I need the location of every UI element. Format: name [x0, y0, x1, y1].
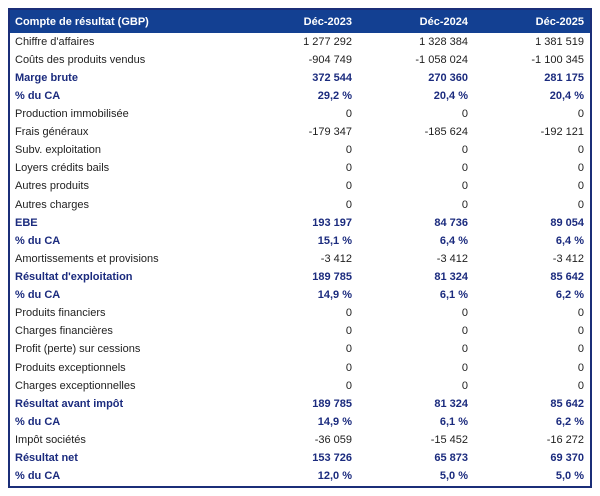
column-header-dec-2023: Déc-2023: [242, 10, 358, 33]
row-label: Charges financières: [15, 325, 113, 338]
cell-value: 1 277 292: [303, 35, 352, 48]
table-row: [10, 33, 590, 51]
cell-value: 6,2 %: [555, 415, 584, 428]
cell-value: 5,0 %: [555, 470, 584, 483]
table-row: [10, 323, 590, 341]
cell-value: 85 642: [550, 270, 584, 283]
row-label: Marge brute: [15, 71, 78, 84]
cell-value: 0: [577, 325, 584, 338]
cell-value: 89 054: [550, 216, 584, 229]
cell-value: 0: [577, 180, 584, 193]
cell-value: 1 381 519: [535, 35, 584, 48]
row-label: Produits financiers: [15, 307, 106, 320]
table-row: [10, 377, 590, 395]
table-row: [10, 359, 590, 377]
row-label: Autres produits: [15, 180, 89, 193]
cell-value: 1 328 384: [419, 35, 468, 48]
table-row: [10, 142, 590, 160]
cell-value: 0: [345, 180, 352, 193]
cell-value: 0: [461, 361, 468, 374]
cell-value: 65 873: [434, 452, 468, 465]
cell-value: -1 100 345: [531, 53, 584, 66]
row-label: Charges exceptionnelles: [15, 379, 136, 392]
cell-value: 0: [461, 180, 468, 193]
cell-value: 5,0 %: [439, 470, 468, 483]
cell-value: 0: [577, 198, 584, 211]
income-statement: [10, 10, 590, 486]
table-row: [10, 196, 590, 214]
cell-value: 0: [577, 144, 584, 157]
table-row: [10, 305, 590, 323]
cell-value: 189 785: [312, 270, 352, 283]
row-label: % du CA: [15, 234, 61, 247]
cell-value: 0: [345, 198, 352, 211]
table-row: [10, 232, 590, 250]
cell-value: 0: [461, 307, 468, 320]
cell-value: 0: [345, 162, 352, 175]
cell-value: 12,0 %: [317, 470, 352, 483]
row-label: Profit (perte) sur cessions: [15, 343, 141, 356]
cell-value: 0: [461, 162, 468, 175]
table-row: [10, 450, 590, 468]
table-row: [10, 250, 590, 268]
cell-value: -3 412: [320, 252, 352, 265]
cell-value: 14,9 %: [317, 289, 352, 302]
cell-value: 0: [577, 379, 584, 392]
cell-value: 84 736: [434, 216, 468, 229]
cell-value: 270 360: [428, 71, 468, 84]
cell-value: 0: [345, 361, 352, 374]
cell-value: 81 324: [434, 270, 468, 283]
row-label: Résultat avant impôt: [15, 397, 124, 410]
table-row: [10, 413, 590, 431]
column-header-dec-2025: Déc-2025: [474, 10, 590, 33]
row-label: Chiffre d'affaires: [15, 35, 95, 48]
cell-value: -179 347: [308, 126, 352, 139]
row-label: Production immobilisée: [15, 107, 129, 120]
cell-value: 6,4 %: [439, 234, 468, 247]
row-label: Frais généraux: [15, 126, 89, 139]
cell-value: -15 452: [430, 433, 468, 446]
cell-value: 0: [577, 162, 584, 175]
cell-value: 20,4 %: [433, 89, 468, 102]
cell-value: -3 412: [436, 252, 468, 265]
cell-value: 193 197: [312, 216, 352, 229]
row-label: Impôt sociétés: [15, 433, 86, 446]
cell-value: 85 642: [550, 397, 584, 410]
row-label: Résultat d'exploitation: [15, 270, 133, 283]
cell-value: 281 175: [544, 71, 584, 84]
cell-value: 0: [461, 144, 468, 157]
cell-value: 6,1 %: [439, 289, 468, 302]
cell-value: -904 749: [308, 53, 352, 66]
table-row: [10, 69, 590, 87]
cell-value: 69 370: [550, 452, 584, 465]
cell-value: -36 059: [314, 433, 352, 446]
cell-value: 0: [461, 107, 468, 120]
cell-value: 6,2 %: [555, 289, 584, 302]
cell-value: 0: [577, 107, 584, 120]
column-header-dec-2024: Déc-2024: [358, 10, 474, 33]
table-title: Compte de résultat (GBP): [10, 10, 242, 33]
table-row: [10, 341, 590, 359]
cell-value: 0: [345, 325, 352, 338]
cell-value: 0: [345, 379, 352, 392]
cell-value: 153 726: [312, 452, 352, 465]
table-row: [10, 287, 590, 305]
cell-value: 6,1 %: [439, 415, 468, 428]
cell-value: 372 544: [312, 71, 352, 84]
cell-value: 189 785: [312, 397, 352, 410]
cell-value: -185 624: [424, 126, 468, 139]
cell-value: 0: [577, 307, 584, 320]
cell-value: 15,1 %: [317, 234, 352, 247]
cell-value: 14,9 %: [317, 415, 352, 428]
table-row: [10, 468, 590, 486]
table-row: [10, 51, 590, 69]
table-row: [10, 87, 590, 105]
table-row: [10, 124, 590, 142]
cell-value: -16 272: [546, 433, 584, 446]
table-body: [10, 33, 590, 486]
row-label: Amortissements et provisions: [15, 252, 159, 265]
table-row: [10, 395, 590, 413]
cell-value: 0: [461, 343, 468, 356]
cell-value: -192 121: [540, 126, 584, 139]
cell-value: 29,2 %: [317, 89, 352, 102]
row-label: Autres charges: [15, 198, 89, 211]
table-row: [10, 105, 590, 123]
row-label: Coûts des produits vendus: [15, 53, 146, 66]
header-row: [10, 10, 590, 33]
table-row: [10, 178, 590, 196]
row-label: Subv. exploitation: [15, 144, 102, 157]
cell-value: 0: [461, 325, 468, 338]
table-row: [10, 268, 590, 286]
cell-value: 20,4 %: [549, 89, 584, 102]
row-label: % du CA: [15, 415, 61, 428]
cell-value: 0: [461, 198, 468, 211]
cell-value: 0: [345, 307, 352, 320]
row-label: % du CA: [15, 289, 61, 302]
table-row: [10, 431, 590, 449]
cell-value: 81 324: [434, 397, 468, 410]
cell-value: -1 058 024: [415, 53, 468, 66]
cell-value: -3 412: [552, 252, 584, 265]
row-label: % du CA: [15, 470, 61, 483]
income-statement-table: [8, 8, 592, 488]
cell-value: 0: [577, 343, 584, 356]
row-label: % du CA: [15, 89, 61, 102]
cell-value: 0: [461, 379, 468, 392]
row-label: Résultat net: [15, 452, 78, 465]
table-row: [10, 160, 590, 178]
row-label: Loyers crédits bails: [15, 162, 110, 175]
row-label: Produits exceptionnels: [15, 361, 126, 374]
cell-value: 0: [345, 107, 352, 120]
cell-value: 0: [577, 361, 584, 374]
cell-value: 6,4 %: [555, 234, 584, 247]
cell-value: 0: [345, 144, 352, 157]
cell-value: 0: [345, 343, 352, 356]
table-row: [10, 214, 590, 232]
row-label: EBE: [15, 216, 38, 229]
